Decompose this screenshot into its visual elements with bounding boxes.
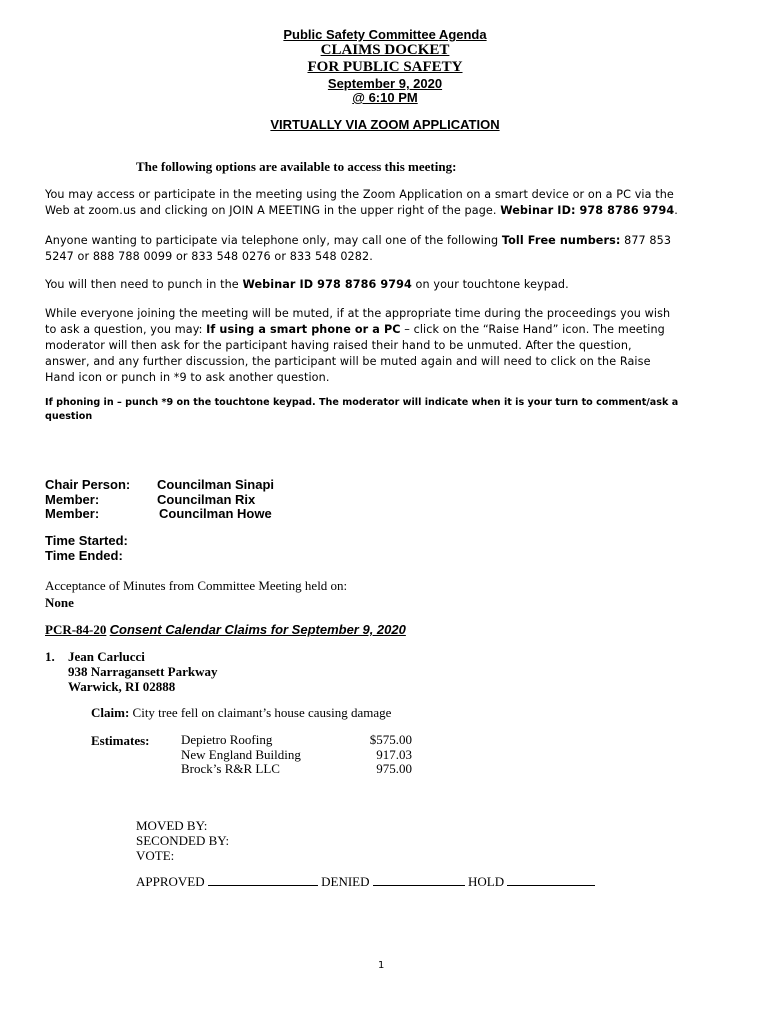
- vote-block: [136, 818, 229, 863]
- page-number: 1: [378, 960, 385, 971]
- minutes-label: Acceptance of Minutes from Committee Meeting held on:: [45, 578, 348, 593]
- member-row: Chair Person: Councilman Sinapi: [45, 477, 275, 492]
- intro-text: The following options are available to access this meeting:: [136, 159, 457, 174]
- webinar-id: Webinar ID: 978 8786 9794: [500, 204, 675, 217]
- toll-free-label: Toll Free numbers:: [501, 234, 621, 247]
- estimate-vendor: Depietro Roofing: [181, 732, 273, 747]
- member-row: Member: Councilman Howe: [45, 506, 272, 521]
- pcr-number: PCR-84-20: [45, 622, 107, 637]
- claim-description: Claim: City tree fell on claimant’s house causing damage: [91, 705, 392, 720]
- zoom-access-paragraph: You may access or participate in the meeting using the Zoom Application on a smart device or on a PC via the Web at zoom.us and clicking on JOIN A MEETING in the upper right of the page. Webinar ID: 978 8786 9794.: [45, 188, 678, 217]
- punch-in-paragraph: You will then need to punch in the Webinar ID 978 8786 9794 on your touchtone keypad.: [45, 278, 569, 291]
- time-started-label: Time Started:: [45, 533, 128, 548]
- claimant-address: 938 Narragansett Parkway: [68, 664, 218, 679]
- minutes-value: None: [45, 595, 74, 610]
- claimant-name: Jean Carlucci: [68, 649, 145, 664]
- raise-hand-paragraph: While everyone joining the meeting will be muted, if at the appropriate time during the proceedings you wish to ask a question, you may: If using a smart phone or a PC – click on the “Raise Hand” icon. The meeting moderator will then ask for the participant having raised their hand to be unmuted. After the question, answer, and any further discussion, the participant will be muted again and will need to click on the Raise Hand icon or punch in *9 to ask another question.: [45, 307, 671, 384]
- public-safety-heading: FOR PUBLIC SAFETY: [307, 59, 463, 75]
- estimates-label: Estimates:: [91, 733, 150, 748]
- committee-members: [45, 478, 274, 522]
- approved-label: APPROVED: [136, 874, 205, 889]
- approved-blank: [208, 875, 318, 886]
- meeting-time: @ 6:10 PM: [352, 90, 418, 105]
- member-row: Member: Councilman Rix: [45, 491, 256, 507]
- estimates-vendors: [181, 733, 301, 777]
- seconded-by-label: SECONDED BY:: [136, 833, 230, 848]
- estimate-vendor: Brock’s R&R LLC: [181, 761, 280, 776]
- hold-label: HOLD: [468, 874, 505, 889]
- claims-docket-heading: CLAIMS DOCKET: [320, 42, 450, 58]
- hold-blank: [507, 875, 595, 886]
- phoning-in-note: If phoning in – punch *9 on the touchtone keypad. The moderator will indicate when it is your turn to comment/ask a question: [45, 397, 679, 422]
- pcr-heading: [45, 622, 406, 638]
- denied-blank: [373, 875, 465, 886]
- denied-label: DENIED: [321, 874, 370, 889]
- decision-line: [136, 874, 595, 890]
- estimate-amount: 975.00: [376, 761, 412, 776]
- moved-by-label: MOVED BY:: [136, 818, 208, 833]
- estimate-amount: 917.03: [376, 746, 412, 762]
- virtual-subtitle: VIRTUALLY VIA ZOOM APPLICATION: [270, 117, 500, 132]
- vote-label: VOTE:: [136, 848, 175, 863]
- claimant-city: Warwick, RI 02888: [68, 679, 176, 694]
- claimant-block: 1. Jean Carlucci 938 Narragansett Parkway Warwick, RI 02888: [45, 649, 218, 694]
- time-fields: [45, 534, 128, 563]
- pcr-title: Consent Calendar Claims for September 9, 2020: [109, 622, 406, 637]
- estimates-amounts: [340, 733, 412, 777]
- time-ended-label: Time Ended:: [45, 547, 123, 563]
- estimate-amount: $575.00: [369, 732, 412, 747]
- meeting-date: September 9, 2020: [327, 76, 443, 91]
- telephone-paragraph: Anyone wanting to participate via telephone only, may call one of the following Toll Free numbers: 877 853 5247 or 888 788 0099 or 833 548 0276 or 833 548 0282.: [45, 234, 672, 263]
- agenda-title: Public Safety Committee Agenda: [283, 27, 487, 42]
- estimate-vendor: New England Building: [181, 746, 301, 762]
